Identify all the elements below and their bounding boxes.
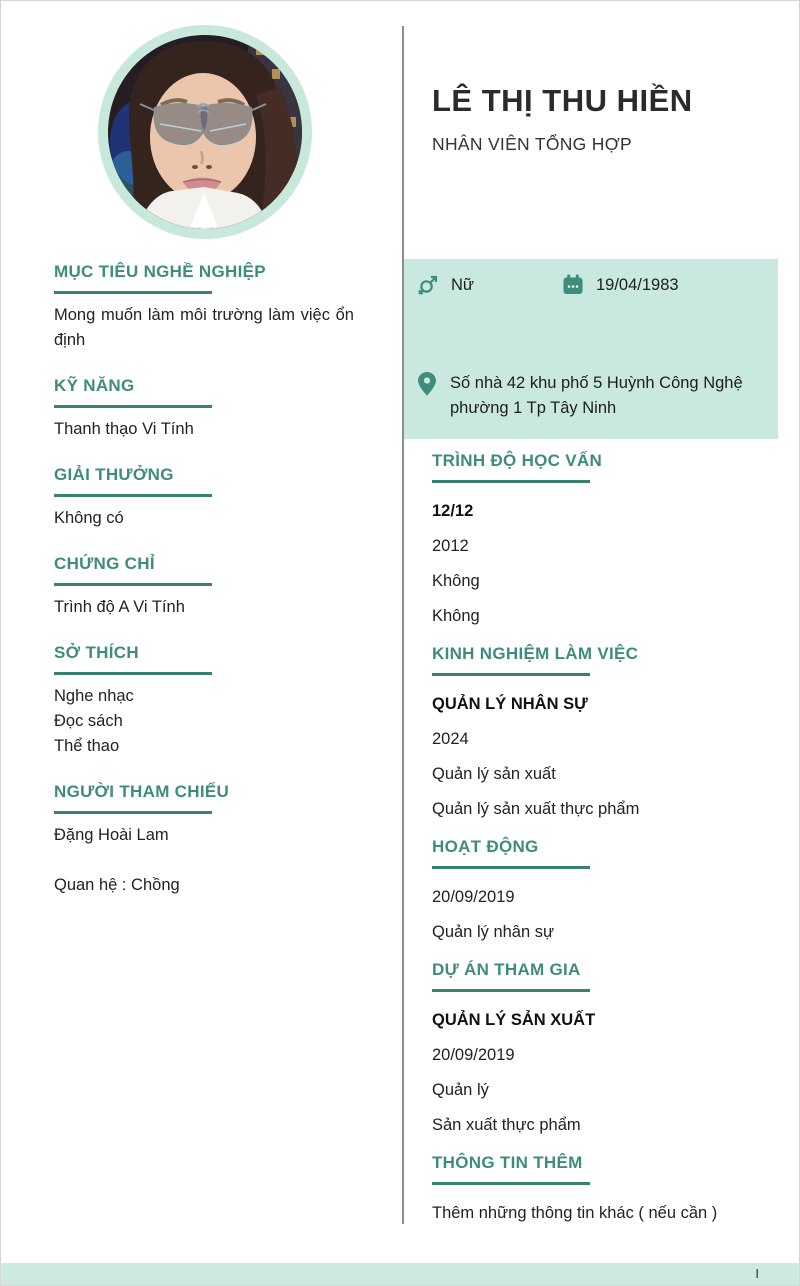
section-hobbies (54, 642, 354, 759)
heading-underline (54, 494, 212, 497)
calendar-icon (561, 273, 585, 297)
section-heading: CHỨNG CHỈ (54, 554, 155, 573)
section-heading: GIẢI THƯỞNG (54, 465, 174, 484)
section-additional-info (432, 1152, 778, 1226)
heading-underline (432, 989, 590, 992)
hobby-item: Đọc sách (54, 712, 123, 730)
location-pin-icon (416, 371, 438, 397)
project-detail: Quản lý (432, 1081, 489, 1099)
experience-job-title: QUẢN LÝ NHÂN SỰ (432, 695, 588, 713)
profile-photo (98, 25, 312, 239)
section-references (54, 781, 354, 898)
section-activities (432, 836, 778, 945)
additional-info-text: Thêm những thông tin khác ( nếu cần ) (432, 1204, 718, 1222)
certificates-text: Trình độ A Vi Tính (54, 598, 185, 616)
project-title: QUẢN LÝ SẢN XUẤT (432, 1011, 596, 1029)
activity-date: 20/09/2019 (432, 888, 515, 906)
reference-relationship: Quan hệ : Chồng (54, 876, 180, 894)
gender-icon (416, 273, 440, 297)
footer-cursor: I (755, 1266, 759, 1281)
education-degree: 12/12 (432, 502, 474, 520)
right-column (404, 1, 778, 1226)
experience-detail: Quản lý sản xuất thực phẩm (432, 800, 640, 818)
heading-underline (54, 811, 212, 814)
section-awards (54, 464, 354, 531)
person-name: LÊ THỊ THU HIỀN (432, 83, 693, 118)
left-column (1, 1, 402, 898)
section-heading: MỤC TIÊU NGHỀ NGHIỆP (54, 262, 266, 281)
gender-field (416, 273, 561, 297)
heading-underline (432, 480, 590, 483)
section-heading: HOẠT ĐỘNG (432, 837, 539, 856)
heading-underline (432, 673, 590, 676)
section-objective (54, 261, 354, 353)
section-experience (432, 643, 778, 822)
section-skills (54, 375, 354, 442)
personal-info-box (404, 259, 778, 439)
education-detail: Không (432, 607, 480, 625)
heading-underline (432, 866, 590, 869)
heading-underline (432, 1182, 590, 1185)
section-heading: SỞ THÍCH (54, 643, 139, 662)
project-detail: Sản xuất thực phẩm (432, 1116, 581, 1134)
heading-underline (54, 405, 212, 408)
gender-value: Nữ (451, 275, 474, 294)
info-row-gender-birth (416, 273, 679, 297)
hobbies-list (54, 684, 354, 759)
heading-underline (54, 583, 212, 586)
activity-detail: Quản lý nhân sự (432, 923, 555, 941)
birth-date-value: 19/04/1983 (596, 275, 679, 294)
hobby-item: Thể thao (54, 737, 120, 755)
heading-underline (54, 291, 212, 294)
section-heading: KINH NGHIỆM LÀM VIỆC (432, 644, 639, 663)
address-value: Số nhà 42 khu phố 5 Huỳnh Công Nghệ phường 1 Tp Tây Ninh (450, 374, 743, 417)
experience-year: 2024 (432, 730, 469, 748)
heading-underline (54, 672, 212, 675)
education-year: 2012 (432, 537, 469, 555)
birth-date-field (561, 273, 679, 297)
objective-text: Mong muốn làm môi trường làm việc ổn định (54, 306, 354, 349)
section-heading: NGƯỜI THAM CHIẾU (54, 782, 230, 801)
section-heading: TRÌNH ĐỘ HỌC VẤN (432, 451, 603, 470)
project-date: 20/09/2019 (432, 1046, 515, 1064)
section-heading: DỰ ÁN THAM GIA (432, 960, 581, 979)
hobby-item: Nghe nhạc (54, 687, 134, 705)
profile-photo-illustration (98, 25, 312, 239)
skills-text: Thanh thạo Vi Tính (54, 420, 194, 438)
awards-text: Không có (54, 509, 124, 527)
section-certificates (54, 553, 354, 620)
address-field (416, 371, 766, 421)
reference-name: Đặng Hoài Lam (54, 826, 169, 844)
section-projects (432, 959, 778, 1138)
person-job-title: NHÂN VIÊN TỔNG HỢP (432, 134, 632, 154)
education-detail: Không (432, 572, 480, 590)
footer-bar (1, 1263, 799, 1285)
section-heading: KỸ NĂNG (54, 376, 135, 395)
section-education (432, 450, 778, 629)
experience-detail: Quản lý sản xuất (432, 765, 556, 783)
section-heading: THÔNG TIN THÊM (432, 1153, 583, 1172)
